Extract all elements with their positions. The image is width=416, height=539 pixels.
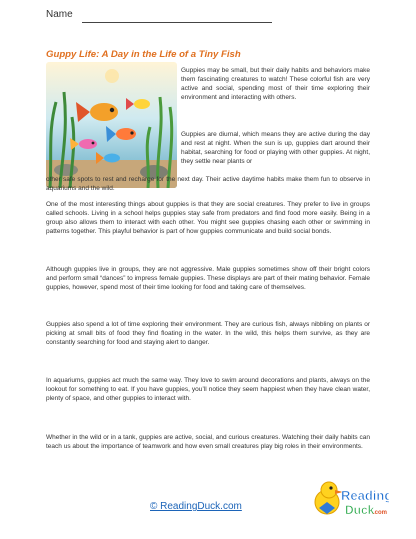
logo-text-bottom: Duck	[345, 503, 375, 517]
guppy-illustration	[46, 62, 177, 188]
name-label: Name	[46, 9, 73, 20]
paragraph-3: One of the most interesting things about guppies is that they are social creatures. They prefer to live in groups called schools. Living in a school helps guppies stay safe from predators and find food more easily. Being in a group also allows them to interact with each other. You might see guppies chasing each other or swimming in patterns together. This playful behavior is part of how guppies communicate and build social bonds.	[46, 201, 370, 235]
paragraph-6: In aquariums, guppies act much the same way. They love to swim around decorations and plants, always on the lookout for something to eat. If you have guppies, you’ll notice they seem happiest when they have clean water, plenty of space, and other guppies to interact with.	[46, 377, 370, 402]
name-line	[82, 22, 272, 23]
readingduck-logo	[313, 468, 389, 523]
paragraph-2-continued: other safe spots to rest and recharge for the next day. Their active daytime habits make them fun to observe in aquariums and the wild.	[46, 176, 370, 192]
paragraph-4: Although guppies live in groups, they are not aggressive. Male guppies sometimes show off their bright colors and perform small “dances” to impress female guppies. These displays are part of their mating behavior. Female guppies, however, spend most of their time looking for food and taking care of themselves.	[46, 266, 370, 291]
readingduck-link[interactable]: © ReadingDuck.com	[150, 501, 242, 512]
paragraph-2: Guppies are diurnal, which means they are active during the day and rest at night. When the sun is up, guppies dart around their habitat, searching for food or playing with other guppies. At night, they settle near plants or	[181, 131, 370, 165]
logo-text-suffix: .com	[373, 510, 388, 516]
paragraph-7: Whether in the wild or in a tank, guppies are active, social, and curious creatures. Watching their daily habits can teach us about the importance of teamwork and how even small creatures play big roles in their environments.	[46, 434, 370, 450]
paragraph-5: Guppies also spend a lot of time exploring their environment. They are curious fish, always nibbling on plants or picking at small bits of food they find floating in the water. In the wild, this helps them survive, as they are constantly searching for food and staying alert to danger.	[46, 321, 370, 346]
logo-text-top: Reading	[341, 488, 389, 503]
paragraph-1: Guppies may be small, but their daily habits and behaviors make them fascinating creatures to watch! These colorful fish are very active and social, spending most of their time exploring their environment and interacting with others.	[181, 67, 370, 101]
article-title: Guppy Life: A Day in the Life of a Tiny Fish	[46, 49, 241, 60]
